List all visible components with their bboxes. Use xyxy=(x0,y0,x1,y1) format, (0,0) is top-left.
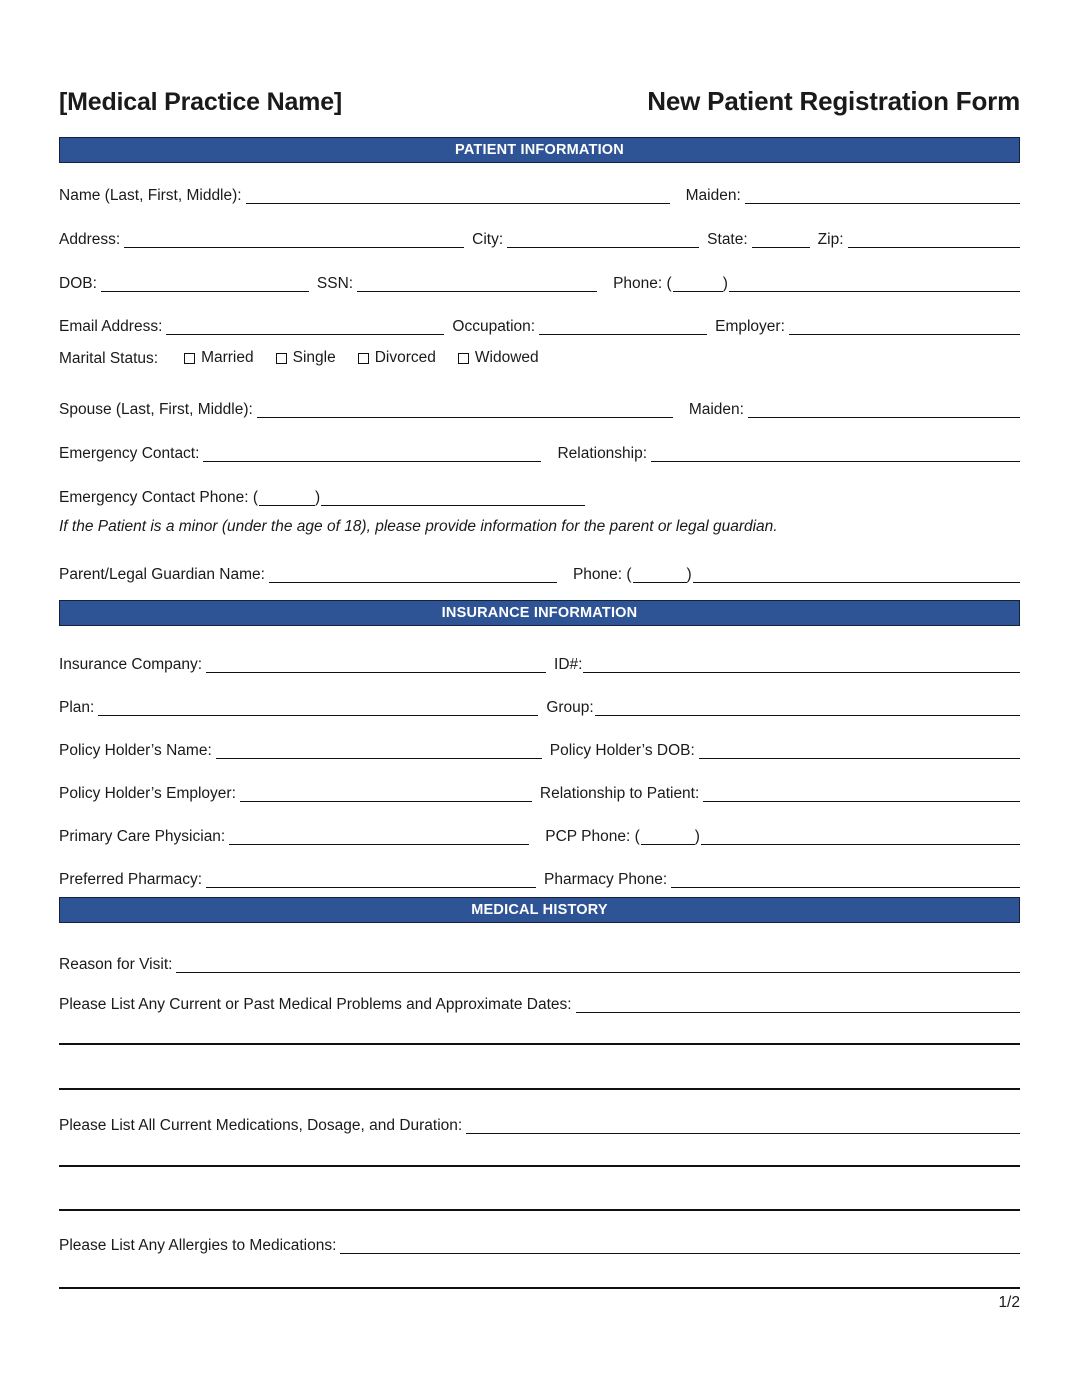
input-reason-for-visit[interactable] xyxy=(176,958,1020,973)
label-insurance-company: Insurance Company: xyxy=(59,656,203,673)
label-plan: Plan: xyxy=(59,699,95,716)
label-dob: DOB: xyxy=(59,275,97,292)
label-policy-holder-employer: Policy Holder’s Employer: xyxy=(59,785,236,802)
label-name: Name (Last, First, Middle): xyxy=(59,187,242,204)
input-spouse-name[interactable] xyxy=(257,403,673,418)
field-row-address xyxy=(59,226,1020,248)
minor-guardian-note: If the Patient is a minor (under the age of 18), please provide information for the parent or legal guardian. xyxy=(59,518,778,535)
input-relationship[interactable] xyxy=(651,447,1020,462)
field-row-policy-holder-name xyxy=(59,737,1020,759)
field-row-preferred-pharmacy xyxy=(59,866,1020,888)
label-insurance-id: ID#: xyxy=(554,656,583,673)
input-guardian-phone-number[interactable] xyxy=(693,568,1020,583)
input-spouse-maiden[interactable] xyxy=(748,403,1020,418)
input-phone-area-code[interactable] xyxy=(673,277,723,292)
checkbox-widowed[interactable] xyxy=(458,349,539,367)
label-emergency-contact: Emergency Contact: xyxy=(59,445,200,462)
input-city[interactable] xyxy=(507,233,699,248)
input-email-address[interactable] xyxy=(166,320,444,335)
section-header-patient-information xyxy=(59,137,1020,163)
label-ssn: SSN: xyxy=(316,275,354,292)
label-occupation: Occupation: xyxy=(452,318,536,335)
label-policy-holder-name: Policy Holder’s Name: xyxy=(59,742,212,759)
field-row-emergency-phone xyxy=(59,484,1020,506)
label-medications: Please List All Current Medications, Dosage, and Duration: xyxy=(59,1117,463,1134)
checkbox-single[interactable] xyxy=(276,349,336,367)
field-row-policy-holder-employer xyxy=(59,780,1020,802)
label-emergency-phone-paren-close: ) xyxy=(315,489,321,506)
label-zip: Zip: xyxy=(817,231,844,248)
field-row-medical-problems xyxy=(59,991,1020,1013)
input-relationship-to-patient[interactable] xyxy=(703,787,1020,802)
field-row-guardian xyxy=(59,561,1020,583)
checkbox-divorced[interactable] xyxy=(358,349,436,367)
input-medical-problems-line-2[interactable] xyxy=(59,1043,1020,1045)
field-row-reason-for-visit xyxy=(59,951,1020,973)
input-pharmacy-phone[interactable] xyxy=(671,873,1020,888)
input-state[interactable] xyxy=(752,233,810,248)
page-title: New Patient Registration Form xyxy=(647,86,1020,116)
label-employer: Employer: xyxy=(715,318,785,335)
checkbox-widowed-label: Widowed xyxy=(474,349,539,366)
input-emergency-phone-area-code[interactable] xyxy=(259,491,315,506)
input-employer[interactable] xyxy=(789,320,1020,335)
checkbox-single-label: Single xyxy=(292,349,336,366)
input-phone-number[interactable] xyxy=(729,277,1020,292)
input-maiden[interactable] xyxy=(745,189,1020,204)
practice-name: [Medical Practice Name] xyxy=(59,88,343,116)
input-zip[interactable] xyxy=(848,233,1020,248)
input-name[interactable] xyxy=(246,189,670,204)
label-spouse-maiden: Maiden: xyxy=(688,401,744,418)
label-state: State: xyxy=(707,231,748,248)
field-row-insurance-company xyxy=(59,651,1020,673)
label-guardian-name: Parent/Legal Guardian Name: xyxy=(59,566,265,583)
input-pcp-phone-area-code[interactable] xyxy=(641,830,695,845)
field-row-allergies xyxy=(59,1232,1020,1254)
label-reason-for-visit: Reason for Visit: xyxy=(59,956,173,973)
section-header-insurance-information-label: INSURANCE INFORMATION xyxy=(441,605,638,621)
input-emergency-phone-number[interactable] xyxy=(321,491,585,506)
field-row-name xyxy=(59,182,1020,204)
field-row-dob-ssn-phone xyxy=(59,270,1020,292)
input-medical-problems[interactable] xyxy=(576,998,1020,1013)
input-occupation[interactable] xyxy=(539,320,707,335)
input-policy-holder-employer[interactable] xyxy=(240,787,532,802)
field-row-email xyxy=(59,313,1020,335)
checkbox-married-label: Married xyxy=(201,349,254,366)
checkbox-icon xyxy=(358,353,369,364)
field-row-plan-group xyxy=(59,694,1020,716)
input-medications[interactable] xyxy=(466,1119,1020,1134)
label-primary-care-physician: Primary Care Physician: xyxy=(59,828,226,845)
label-guardian-phone-paren-close: ) xyxy=(686,566,692,583)
label-city: City: xyxy=(472,231,504,248)
label-email-address: Email Address: xyxy=(59,318,163,335)
input-preferred-pharmacy[interactable] xyxy=(206,873,536,888)
input-medical-problems-line-3[interactable] xyxy=(59,1088,1020,1090)
label-group: Group: xyxy=(546,699,594,716)
checkbox-married[interactable] xyxy=(184,349,254,367)
document-header xyxy=(59,86,1020,117)
checkbox-icon xyxy=(184,353,195,364)
field-row-spouse xyxy=(59,396,1020,418)
label-pcp-phone-paren-close: ) xyxy=(694,828,700,845)
label-emergency-contact-phone: Emergency Contact Phone: ( xyxy=(59,489,259,506)
checkbox-icon xyxy=(458,353,469,364)
label-maiden: Maiden: xyxy=(685,187,741,204)
label-marital-status: Marital Status: xyxy=(59,349,159,367)
input-insurance-company[interactable] xyxy=(206,658,546,673)
section-header-medical-history xyxy=(59,897,1020,923)
input-group[interactable] xyxy=(595,701,1020,716)
input-pcp-phone-number[interactable] xyxy=(701,830,1020,845)
section-header-patient-information-label: PATIENT INFORMATION xyxy=(455,142,624,158)
label-address: Address: xyxy=(59,231,121,248)
label-phone-paren-close: ) xyxy=(722,275,728,292)
input-guardian-phone-area-code[interactable] xyxy=(633,568,687,583)
label-allergies: Please List Any Allergies to Medications: xyxy=(59,1237,337,1254)
input-insurance-id[interactable] xyxy=(583,658,1020,673)
field-row-primary-care-physician xyxy=(59,823,1020,845)
input-policy-holder-dob[interactable] xyxy=(699,744,1020,759)
label-spouse-name: Spouse (Last, First, Middle): xyxy=(59,401,253,418)
input-primary-care-physician[interactable] xyxy=(229,830,529,845)
input-medications-line-3[interactable] xyxy=(59,1209,1020,1211)
field-row-medications xyxy=(59,1112,1020,1134)
label-policy-holder-dob: Policy Holder’s DOB: xyxy=(549,742,695,759)
section-header-medical-history-label: MEDICAL HISTORY xyxy=(471,902,608,918)
label-guardian-phone: Phone: ( xyxy=(572,566,632,583)
section-header-insurance-information xyxy=(59,600,1020,626)
input-plan[interactable] xyxy=(98,701,538,716)
input-guardian-name[interactable] xyxy=(269,568,557,583)
label-phone: Phone: ( xyxy=(613,275,672,292)
label-pcp-phone: PCP Phone: ( xyxy=(545,828,640,845)
field-row-emergency-contact xyxy=(59,440,1020,462)
field-row-marital-status xyxy=(59,349,1020,367)
checkbox-divorced-label: Divorced xyxy=(374,349,436,366)
page-number: 1/2 xyxy=(998,1294,1020,1311)
label-preferred-pharmacy: Preferred Pharmacy: xyxy=(59,871,202,888)
label-relationship: Relationship: xyxy=(557,445,648,462)
input-medications-line-2[interactable] xyxy=(59,1165,1020,1167)
label-medical-problems: Please List Any Current or Past Medical Problems and Approximate Dates: xyxy=(59,996,572,1013)
input-address[interactable] xyxy=(124,233,464,248)
input-ssn[interactable] xyxy=(357,277,597,292)
input-emergency-contact[interactable] xyxy=(203,447,541,462)
input-policy-holder-name[interactable] xyxy=(216,744,542,759)
input-dob[interactable] xyxy=(101,277,309,292)
label-pharmacy-phone: Pharmacy Phone: xyxy=(544,871,668,888)
input-allergies[interactable] xyxy=(340,1239,1020,1254)
input-allergies-line-2[interactable] xyxy=(59,1287,1020,1289)
checkbox-icon xyxy=(276,353,287,364)
label-relationship-to-patient: Relationship to Patient: xyxy=(539,785,700,802)
